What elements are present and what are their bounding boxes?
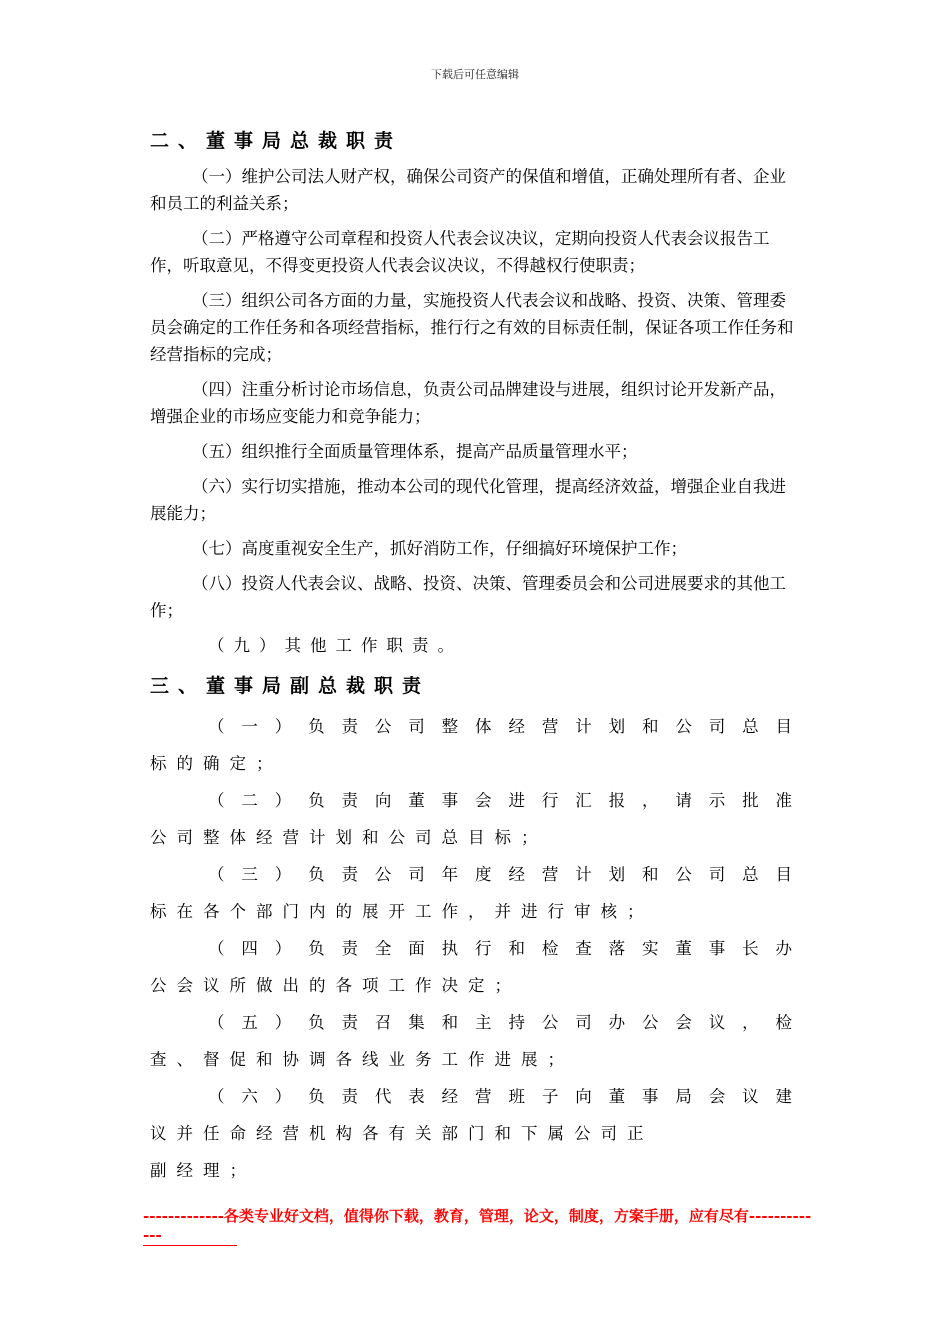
page-header-note: 下载后可任意编辑 <box>431 68 519 81</box>
list-item-line: 公会议所做出的各项工作决定； <box>150 976 521 995</box>
section-title-vice-president: 三、董事局副总裁职责 <box>150 675 431 697</box>
list-item <box>150 1078 802 1189</box>
list-item: （五）组织推行全面质量管理体系，提高产品质量管理水平； <box>192 442 638 461</box>
list-item-line: （五）负责召集和主持公司办公会议，检 <box>208 1013 802 1032</box>
footer-underline <box>143 1245 237 1246</box>
list-item: （一）维护公司法人财产权，确保公司资产的保值和增值，正确处理所有者、企业和员工的利益关系； <box>150 167 786 213</box>
list-item-line: 副经理； <box>150 1161 256 1180</box>
list-item: （二）严格遵守公司章程和投资人代表会议决议，定期向投资人代表会议报告工作，听取意见，不得变更投资人代表会议决议，不得越权行使职责； <box>150 229 770 275</box>
list-item: （七）高度重视安全生产，抓好消防工作，仔细搞好环境保护工作； <box>192 539 687 558</box>
list-item: （四）注重分析讨论市场信息，负责公司品牌建设与进展，组织讨论开发新产品，增强企业的市场应变能力和竞争能力； <box>150 380 786 426</box>
list-item: （九）其他工作职责。 <box>208 636 463 655</box>
list-item-line: 公司整体经营计划和公司总目标； <box>150 828 548 847</box>
list-item <box>150 856 802 930</box>
list-item-line: （一）负责公司整体经营计划和公司总目 <box>208 717 802 736</box>
list-item-line: 议并任命经营机构各有关部门和下属公司正 <box>150 1124 654 1143</box>
list-item-line: （六）负责代表经营班子向董事局会议建 <box>208 1087 802 1106</box>
list-item-line: （四）负责全面执行和检查落实董事长办 <box>208 939 802 958</box>
list-item-line: 标在各个部门内的展开工作，并进行审核； <box>150 902 654 921</box>
list-item <box>150 930 802 1004</box>
list-item <box>150 1004 802 1078</box>
list-item: （六）实行切实措施，推动本公司的现代化管理，提高经济效益，增强企业自我进展能力； <box>150 477 786 523</box>
list-item-line: （二）负责向董事会进行汇报，请示批准 <box>208 791 802 810</box>
list-item-line: （三）负责公司年度经营计划和公司总目 <box>208 865 802 884</box>
list-item-line: 查、督促和协调各线业务工作进展； <box>150 1050 574 1069</box>
list-item: （三）组织公司各方面的力量，实施投资人代表会议和战略、投资、决策、管理委员会确定的工作任务和各项经营指标，推行行之有效的目标责任制，保证各项工作任务和经营指标的完成； <box>150 291 794 364</box>
footer-promo-text: -------------各类专业好文档，值得你下载，教育，管理，论文，制度，方案手册，应有尽有------------- <box>143 1207 812 1244</box>
section-title-president: 二、董事局总裁职责 <box>150 130 403 152</box>
list-item <box>150 782 802 856</box>
list-item: （八）投资人代表会议、战略、投资、决策、管理委员会和公司进展要求的其他工作； <box>150 574 786 620</box>
list-item-line: 标的确定； <box>150 754 283 773</box>
document-body <box>150 118 802 1189</box>
list-item <box>150 708 802 782</box>
